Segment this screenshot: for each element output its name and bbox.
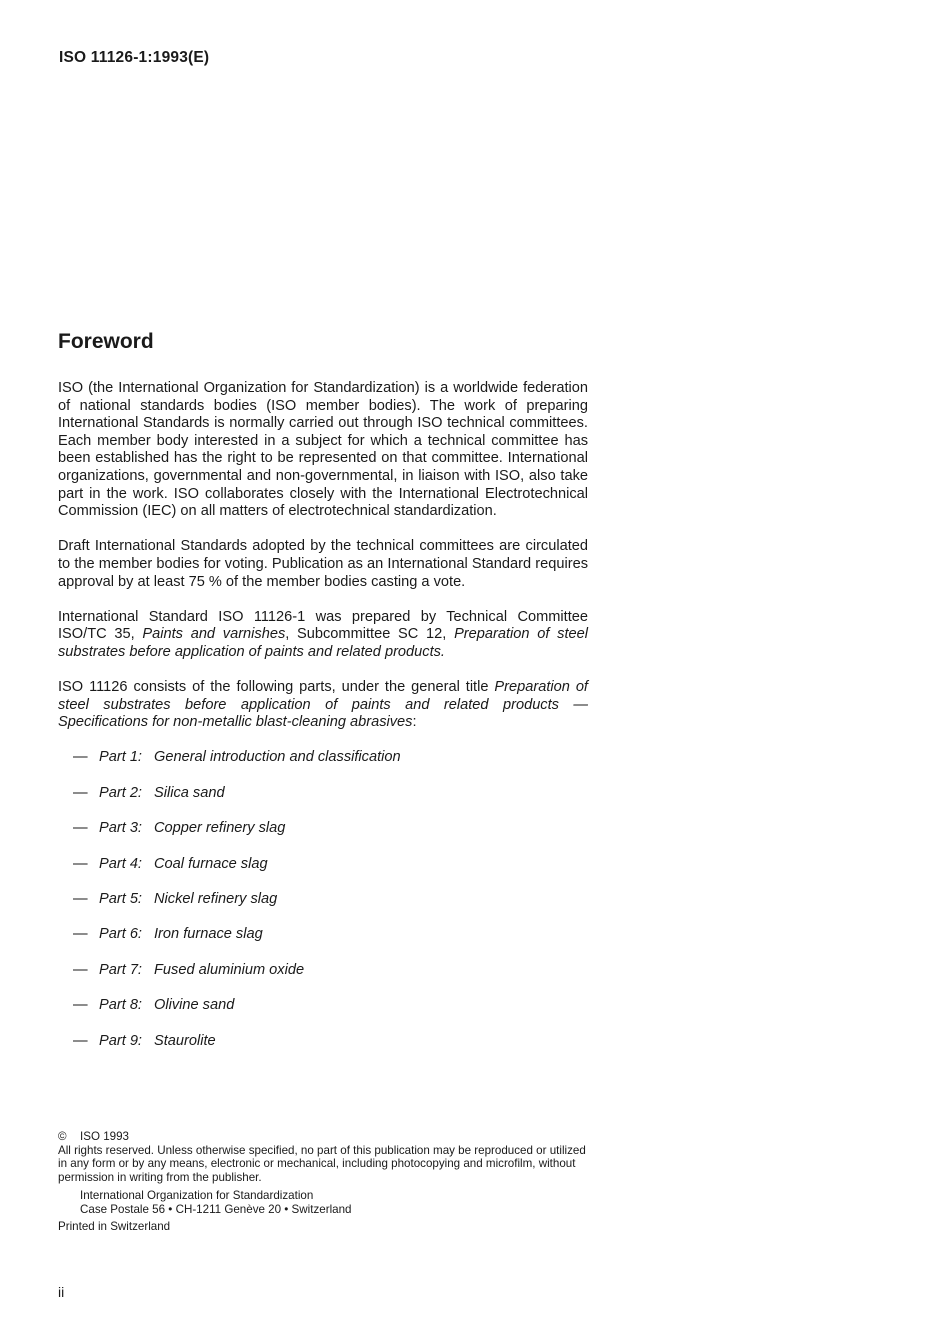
part-number: Part 2: <box>99 784 142 801</box>
part-title: Silica sand <box>154 784 225 801</box>
paragraph-iso-intro: ISO (the International Organization for Standardization) is a worldwide federation of national standards bodies (ISO member bodies). The work of preparing International Standards is normally carried out through ISO technical committees. Each member body interested in a subject for which a technical committee has been established has the right to be represented on that committee. International organizations, governmental and non-governmental, in liaison with ISO, also take part in the work. ISO collaborates closely with the International Electrotechnical Commission (IEC) on all matters of electrotechnical standardization. <box>58 380 588 520</box>
dash: — <box>73 891 88 908</box>
part-number: Part 9: <box>99 1032 142 1049</box>
list-item <box>58 785 588 820</box>
copyright-line <box>58 1130 598 1144</box>
list-item <box>58 749 588 784</box>
parts-list <box>58 749 588 1068</box>
dash: — <box>73 926 88 943</box>
part-title: Coal furnace slag <box>154 855 268 872</box>
publisher-name: International Organization for Standardization <box>80 1188 314 1202</box>
part-title: Olivine sand <box>154 997 235 1014</box>
list-item <box>58 891 588 926</box>
paragraph-parts-intro <box>58 679 588 732</box>
part-number: Part 5: <box>99 891 142 908</box>
part-title: Fused aluminium oxide <box>154 961 305 978</box>
subcommittee-text: , Subcommittee SC 12, <box>285 626 455 643</box>
part-number: Part 4: <box>99 855 142 872</box>
prepared-by-text: International Standard ISO 11126-1 was prepared by Technical Committee ISO/TC 35, <box>58 608 588 643</box>
part-title: General introduction and classification <box>154 749 401 766</box>
paragraph-prepared-by <box>58 609 588 662</box>
copyright-year: ISO 1993 <box>80 1130 129 1143</box>
committee-name: Paints and varnishes <box>142 626 286 643</box>
dash: — <box>73 997 88 1014</box>
dash: — <box>73 855 88 872</box>
part-title: Copper refinery slag <box>154 820 286 837</box>
list-item <box>58 926 588 961</box>
dash: — <box>73 1032 88 1049</box>
general-title: Preparation of steel substrates before application of paints and related products — Specifications for non-metallic blast-cleaning abrasives <box>58 679 588 731</box>
foreword-heading: Foreword <box>58 330 154 353</box>
parts-intro-text: ISO 11126 consists of the following parts, under the general title <box>58 679 495 696</box>
subcommittee-name: Preparation of steel substrates before application of paints and related products. <box>58 626 588 660</box>
part-number: Part 6: <box>99 926 142 943</box>
rights-notice: All rights reserved. Unless otherwise specified, no part of this publication may be reproduced or utilized in any form or by any means, electronic or mechanical, including photocopying and microfilm, without permission in writing from the publisher. <box>58 1143 586 1185</box>
document-id: ISO 11126-1:1993(E) <box>59 49 210 66</box>
dash: — <box>73 784 88 801</box>
part-number: Part 8: <box>99 997 142 1014</box>
dash: — <box>73 749 88 766</box>
dash: — <box>73 820 88 837</box>
part-title: Staurolite <box>154 1032 216 1049</box>
list-item <box>58 997 588 1032</box>
part-number: Part 1: <box>99 749 142 766</box>
parts-intro-colon: : <box>412 714 417 731</box>
foreword-body <box>58 380 588 1068</box>
copyright-symbol: © <box>58 1130 67 1143</box>
part-title: Nickel refinery slag <box>154 891 278 908</box>
list-item <box>58 820 588 855</box>
publisher-address: Case Postale 56 • CH-1211 Genève 20 • Switzerland <box>80 1202 352 1216</box>
list-item <box>58 962 588 997</box>
paragraph-draft-standards: Draft International Standards adopted by the technical committees are circulated to the member bodies for voting. Publication as an International Standard requires approval by at least 75 % of the member bodies casting a vote. <box>58 538 588 590</box>
list-item <box>58 1033 588 1068</box>
list-item <box>58 856 588 891</box>
part-title: Iron furnace slag <box>154 926 263 943</box>
copyright-block <box>58 1130 598 1234</box>
page-number: ii <box>58 1284 65 1300</box>
dash: — <box>73 961 88 978</box>
part-number: Part 3: <box>99 820 142 837</box>
part-number: Part 7: <box>99 961 142 978</box>
printed-in: Printed in Switzerland <box>58 1220 171 1234</box>
